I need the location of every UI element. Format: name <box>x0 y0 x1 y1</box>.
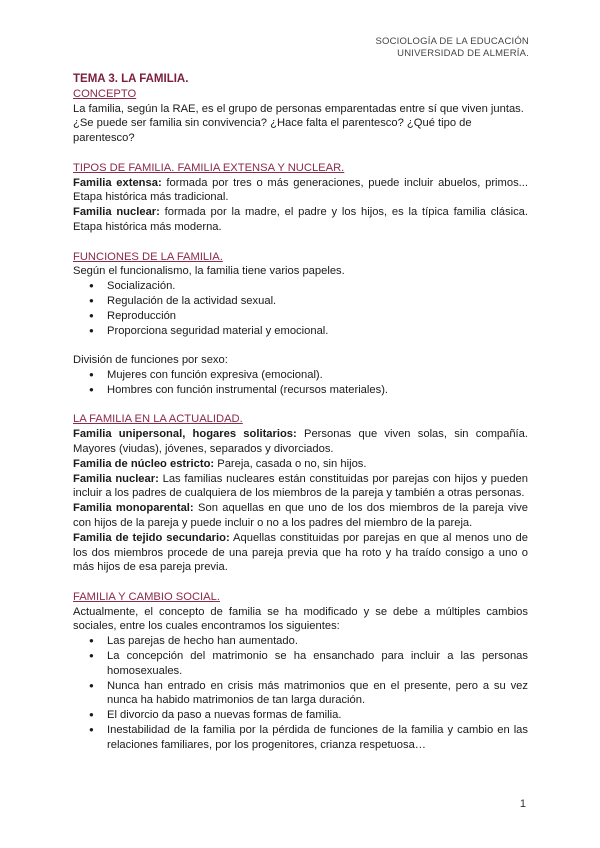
concepto-text: La familia, según la RAE, es el grupo de personas emparentadas entre sí que viven juntas. ¿Se puede ser familia sin convivencia? ¿Hace falta el parentesco? ¿Qué tipo de parentesco? <box>73 102 524 145</box>
division-list <box>73 368 528 398</box>
list-item: ● Proporciona seguridad material y emocional. <box>73 324 528 339</box>
section-heading-funciones: FUNCIONES DE LA FAMILIA. <box>73 250 223 263</box>
list-item: ● Nunca han entrado en crisis más matrimonios que en el presente, pero a su vez nunca ha habido matrimonios de tan larga duración. <box>73 679 528 709</box>
nucleo-label: Familia de núcleo estricto: <box>73 457 215 470</box>
actualidad-nuclear-label: Familia nuclear: <box>73 472 159 485</box>
nucleo-text: Pareja, casada o no, sin hijos. <box>214 457 367 470</box>
monoparental-label: Familia monoparental: <box>73 502 194 515</box>
section-heading-actualidad: LA FAMILIA EN LA ACTUALIDAD. <box>73 413 243 426</box>
list-item: ● Reproducción <box>73 309 528 324</box>
monoparental-text: Son aquellas en que uno de los dos miembros de la pareja vive con hijos de la pareja y puede incluir o no a los padres del miembro de la pareja. <box>73 502 528 529</box>
unipersonal-text: Personas que viven solas, sin compañía. Mayores (viudas), jóvenes, separados y divorciados. <box>73 428 528 455</box>
list-item: ● Socialización. <box>73 279 528 294</box>
document-title: TEMA 3. LA FAMILIA. <box>73 73 189 85</box>
list-item: ● Las parejas de hecho han aumentado. <box>73 634 528 649</box>
division-intro: División de funciones por sexo: <box>73 354 228 367</box>
section-heading-concepto: CONCEPTO <box>73 87 137 100</box>
list-item: ● Inestabilidad de la familia por la pérdida de funciones de la familia y cambio en las relaciones familiares, por los progenitores, crianza respetuosa… <box>73 723 528 753</box>
document-body <box>73 72 528 753</box>
list-item: ● Hombres con función instrumental (recursos materiales). <box>73 383 528 398</box>
list-item: ● El divorcio da paso a nuevas formas de familia. <box>73 708 528 723</box>
unipersonal-label: Familia unipersonal, hogares solitarios: <box>73 428 297 441</box>
list-item: ● La concepción del matrimonio se ha ensanchado para incluir a las personas homosexuales. <box>73 649 528 679</box>
page-header <box>375 36 529 60</box>
header-subject: SOCIOLOGÍA DE LA EDUCACIÓN <box>375 36 529 47</box>
extensa-text: formada por tres o más generaciones, puede incluir abuelos, primos... Etapa histórica más tradicional. <box>73 176 528 204</box>
actualidad-nucleo <box>73 457 528 472</box>
funciones-intro: Según el funcionalismo, la familia tiene varios papeles. <box>73 265 345 278</box>
funciones-list <box>73 279 528 338</box>
list-item: ● Regulación de la actividad sexual. <box>73 294 528 309</box>
nuclear-label: Familia nuclear: <box>73 206 160 219</box>
actualidad-nuclear-text: Las familias nucleares están constituidas por parejas con hijos y pueden incluir a los padres de cualquiera de los miembros de la pareja y también a otras personas. <box>73 472 528 500</box>
section-heading-cambio: FAMILIA Y CAMBIO SOCIAL. <box>73 590 220 603</box>
tipos-nuclear <box>73 205 528 235</box>
actualidad-unipersonal <box>73 427 528 457</box>
list-item: ● Mujeres con función expresiva (emocional). <box>73 368 528 383</box>
actualidad-tejido <box>73 531 528 575</box>
actualidad-monoparental <box>73 501 528 531</box>
section-heading-tipos: TIPOS DE FAMILIA. FAMILIA EXTENSA Y NUCLEAR. <box>73 161 345 174</box>
actualidad-nuclear <box>73 472 528 502</box>
tipos-extensa <box>73 176 528 206</box>
cambio-intro: Actualmente, el concepto de familia se ha modificado y se debe a múltiples cambios sociales, entre los cuales encontramos los siguientes: <box>73 605 528 633</box>
header-university: UNIVERSIDAD DE ALMERÍA. <box>397 48 529 59</box>
tejido-text: Aquellas constituidas por parejas en que al menos uno de los dos miembros procede de una pareja previa que ha roto y ha traído consigo a uno o más hijos de esa pareja previa. <box>73 531 528 574</box>
page-number: 1 <box>519 798 526 810</box>
cambio-list <box>73 634 528 752</box>
tejido-label: Familia de tejido secundario: <box>73 531 230 544</box>
extensa-label: Familia extensa: <box>73 176 162 189</box>
nuclear-text: formada por la madre, el padre y los hijos, es la típica familia clásica. Etapa histórica más moderna. <box>73 206 528 233</box>
